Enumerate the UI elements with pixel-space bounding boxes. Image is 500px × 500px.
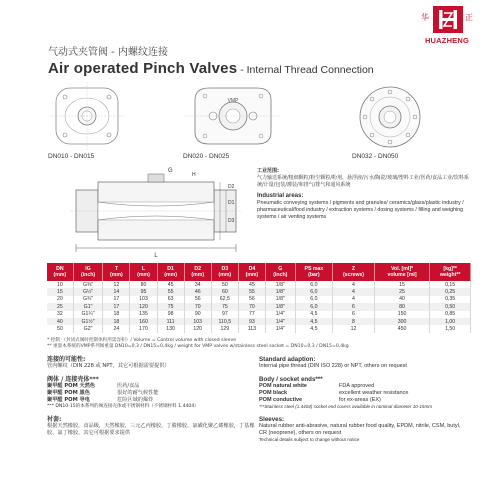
table-cell: 0,35 [430, 296, 471, 303]
table-cell: 4 [333, 281, 375, 288]
table-cell: 110,5 [211, 318, 238, 325]
table-cell: G1½" [73, 318, 103, 325]
table-cell: 0,50 [430, 303, 471, 310]
table-cell: 6,0 [295, 303, 333, 310]
left-column-cn [47, 356, 257, 437]
table-cell: 17 [103, 303, 130, 310]
table-cell: 103 [184, 318, 211, 325]
table-cell: 77 [238, 311, 265, 318]
th-g: G (inch) [266, 263, 296, 281]
connection-cn-text: 管内螺纹（DIN 228 或 NPT，其它可根据需要提供） [47, 363, 170, 369]
page-title-main: Air operated Pinch Valves [48, 60, 238, 77]
brand-logo [421, 6, 473, 50]
table-cell: 93 [238, 318, 265, 325]
note-weight: ** 重量本系统的VMP系列阀重量 DN10=0,3 / DN15=0,4kg / weight for VMP valves w/stainless steel socket = DN10=0,3 / DN15=0,4kg [47, 344, 349, 349]
table-cell: 6 [333, 303, 375, 310]
th-dn: DN (mm) [47, 263, 73, 281]
table-cell: 450 [374, 325, 430, 332]
table-cell: G2" [73, 325, 103, 332]
body-en-desc: for ex-areas (EX) [339, 397, 381, 403]
right-column-en [259, 356, 469, 443]
table-cell: 80 [374, 303, 430, 310]
table-cell: 120 [130, 303, 157, 310]
note-volume: * 控制 （封闭式阀时控制体积所需容积）/ Volume = Control volume with closed sleeve [47, 338, 236, 343]
table-cell: 70 [184, 303, 211, 310]
table-cell: 55 [238, 288, 265, 295]
drawing-dn010-flange [48, 82, 126, 150]
table-cell: 60 [211, 288, 238, 295]
table-cell: G1¼" [73, 311, 103, 318]
table-row [47, 281, 471, 288]
table-cell: 56 [238, 296, 265, 303]
table-cell: 20 [47, 296, 73, 303]
table-row [47, 296, 471, 303]
table-cell: 25 [374, 288, 430, 295]
table-cell: 0,25 [430, 288, 471, 295]
th-weight: [kg]** weight** [430, 263, 471, 281]
connection-en-text: Internal pipe thread (DIN ISO 228) or NPT, others on request [259, 363, 407, 369]
apps-en-text: Pneumatic conveying systems / pigments and granules/ ceramics/glass/plastic industry / pharmaceutical/food industry / extraction systems / dosing systems / filling and weighing systems / air venting systems [257, 200, 464, 220]
apps-cn-text: 气力输送系统/粗细颗粒/粉尘颗粒/粉剂、悬浮液/污水/陶瓷/玻璃/塑料工业/医药/食品工业/饮料系统/计量/包装/灌装/和排气/排气和通风系统 [257, 175, 469, 188]
table-cell: 4,5 [295, 318, 333, 325]
th-l: L (mm) [130, 263, 157, 281]
body-en-name: POM natural white [259, 383, 307, 389]
table-cell: 15 [47, 288, 73, 295]
dim-label-g: G [168, 168, 173, 174]
table-cell: 70 [238, 303, 265, 310]
table-cell: 32 [47, 311, 73, 318]
body-cn-row [47, 397, 257, 404]
industrial-areas [257, 168, 469, 225]
connection-en-heading: Standard adaption: [259, 356, 316, 363]
table-cell: 90 [184, 311, 211, 318]
vmp-mark: VMP [227, 98, 239, 104]
th-t: T (mm) [103, 263, 130, 281]
table-cell: 97 [211, 311, 238, 318]
table-cell: 18 [103, 318, 130, 325]
table-cell: 6 [333, 311, 375, 318]
dim-label-l: L [154, 253, 158, 259]
dim-label-h: H [192, 172, 196, 178]
apps-cn-heading: 工业范围: [257, 168, 279, 174]
spec-table [47, 263, 471, 333]
table-cell: 15 [374, 281, 430, 288]
table-cell: G¾" [73, 296, 103, 303]
table-row [47, 311, 471, 318]
body-cn-row [47, 383, 257, 390]
table-row [47, 288, 471, 295]
table-cell: 80 [130, 281, 157, 288]
table-row [47, 325, 471, 332]
dim-label-d2: D2 [228, 184, 235, 190]
body-cn-desc: 危险区域的爆炸 [117, 397, 154, 403]
table-row [47, 318, 471, 325]
table-cell: 98 [157, 311, 184, 318]
drawing-dn020-flange [183, 80, 283, 152]
th-z: Z (screws) [333, 263, 375, 281]
brand-char-right: 正 [465, 13, 473, 22]
dim-label-d3: D3 [228, 218, 235, 224]
table-cell: 130 [157, 325, 184, 332]
table-cell: 75 [211, 303, 238, 310]
table-cell: 45 [238, 281, 265, 288]
table-cell: 8 [333, 318, 375, 325]
sleeves-en-text: Natural rubber anti-abrasive, natural rubber food quality, EPDM, nitrile, CSM, butyl, CR (neoprene), others on request [259, 422, 461, 436]
dim-label-d1: D1 [228, 200, 235, 206]
table-cell: G1" [73, 303, 103, 310]
brand-char-left: 华 [421, 13, 429, 22]
table-cell: 1/4" [266, 318, 296, 325]
table-cell: 1,00 [430, 318, 471, 325]
table-cell: 1/8" [266, 288, 296, 295]
sleeves-cn-heading: 衬套: [47, 415, 62, 423]
brand-mark [433, 6, 463, 33]
table-cell: 170 [130, 325, 157, 332]
table-cell: 1,50 [430, 325, 471, 332]
table-cell: 18 [103, 311, 130, 318]
table-cell: 4 [333, 288, 375, 295]
th-d4: D4 (mm) [238, 263, 265, 281]
table-cell: 62,5 [211, 296, 238, 303]
drawing-label-3: DN032 - DN050 [352, 153, 399, 160]
table-cell: 1/8" [266, 281, 296, 288]
table-cell: 40 [374, 296, 430, 303]
table-cell: 24 [103, 325, 130, 332]
table-cell: 75 [157, 303, 184, 310]
drawing-dn032-flange [352, 84, 428, 150]
table-cell: 17 [103, 296, 130, 303]
table-cell: 150 [374, 311, 430, 318]
th-ps: PS max (bar) [295, 263, 333, 281]
body-cn-desc: 很好的耐气候性能 [117, 390, 159, 396]
table-cell: 120 [184, 325, 211, 332]
body-cn-row [47, 390, 257, 397]
table-cell: 4 [333, 296, 375, 303]
table-cell: 160 [130, 318, 157, 325]
drawing-label-2: DN020 - DN025 [183, 153, 230, 160]
table-cell: 14 [103, 288, 130, 295]
table-cell: 55 [157, 288, 184, 295]
table-cell: 135 [130, 311, 157, 318]
body-en-row [259, 397, 469, 404]
table-cell: 4,5 [295, 311, 333, 318]
table-cell: 1/4" [266, 325, 296, 332]
apps-en-heading: Industrial areas: [257, 193, 304, 199]
table-cell: 6,0 [295, 281, 333, 288]
body-cn-name: 聚甲醛 POM 导电 [47, 397, 90, 403]
table-row [47, 303, 471, 310]
table-cell: 12 [103, 281, 130, 288]
table-cell: G⅜" [73, 281, 103, 288]
body-en-desc: excellent weather resistance [339, 390, 409, 396]
body-en-name: POM black [259, 390, 288, 396]
drawing-side-section [70, 164, 242, 260]
body-cn-name: 聚甲醛 POM 黑色 [47, 390, 90, 396]
table-notes [47, 338, 471, 350]
table-cell: 45 [157, 281, 184, 288]
page-title-cn: 气动式夹管阀 - 内螺纹连接 [48, 47, 168, 58]
table-cell: 113 [238, 325, 265, 332]
table-cell: 111 [157, 318, 184, 325]
body-cn-note: *** DN10-15的本系列的阀连接壳体或不锈钢材料（不锈钢材料 1.4404） [47, 404, 199, 409]
body-en-row [259, 390, 469, 397]
table-cell: 63 [157, 296, 184, 303]
th-d2: D2 (mm) [184, 263, 211, 281]
connection-cn-heading: 连接的可能性: [47, 356, 86, 363]
table-cell: G½" [73, 288, 103, 295]
table-cell: 1/8" [266, 296, 296, 303]
table-cell: 129 [211, 325, 238, 332]
table-header-row [47, 263, 471, 281]
body-en-row [259, 383, 469, 390]
body-cn-desc: 医药/食品 [117, 383, 140, 389]
table-cell: 95 [130, 288, 157, 295]
table-cell: 50 [211, 281, 238, 288]
table-cell: 6,0 [295, 296, 333, 303]
table-cell: 40 [47, 318, 73, 325]
page-title-sub: - Internal Thread Connection [237, 64, 374, 76]
table-cell: 12 [333, 325, 375, 332]
sleeves-cn-text: 根据天然橡胶，食品级，天然橡胶，三元乙丙橡胶，丁腈橡胶，氯磺化聚乙烯橡胶，丁基橡胶，氯丁橡胶，其它可根据要求提供 [47, 422, 255, 436]
th-ig: IG (inch) [73, 263, 103, 281]
body-en-note: ***Stainless steel (1.4404) socket end covers available in nominal diameter 10-15mm [259, 404, 433, 409]
th-d3: D3 (mm) [211, 263, 238, 281]
table-cell: 1/4" [266, 311, 296, 318]
table-cell: 103 [130, 296, 157, 303]
page-title-en [48, 60, 374, 78]
table-cell: 25 [47, 303, 73, 310]
sleeves-en-heading: Sleeves: [259, 415, 285, 423]
h-logo-icon [433, 6, 463, 33]
table-cell: 4,5 [295, 325, 333, 332]
footer-disclaimer: Technical details subject to change without notice [259, 436, 360, 442]
table-cell: 0,15 [430, 281, 471, 288]
th-volume: Vol. [ml]* volume [ml] [374, 263, 430, 281]
body-cn-name: 聚甲醛 POM 天然色 [47, 383, 96, 389]
table-cell: 46 [184, 288, 211, 295]
table-cell: 0,85 [430, 311, 471, 318]
body-en-name: POM conductive [259, 397, 303, 403]
body-en-heading: Body / socket ends*** [259, 376, 323, 383]
table-cell: 6,0 [295, 288, 333, 295]
th-d1: D1 (mm) [157, 263, 184, 281]
drawing-label-1: DN010 - DN015 [48, 153, 95, 160]
table-cell: 300 [374, 318, 430, 325]
table-cell: 1/8" [266, 303, 296, 310]
table-cell: 10 [47, 281, 73, 288]
table-cell: 34 [184, 281, 211, 288]
brand-name: HUAZHENG [424, 36, 470, 45]
body-en-desc: FDA approved [339, 383, 375, 389]
table-cell: 50 [47, 325, 73, 332]
table-cell: 56 [184, 296, 211, 303]
body-cn-heading: 阀体 / 连接壳体*** [47, 376, 99, 383]
